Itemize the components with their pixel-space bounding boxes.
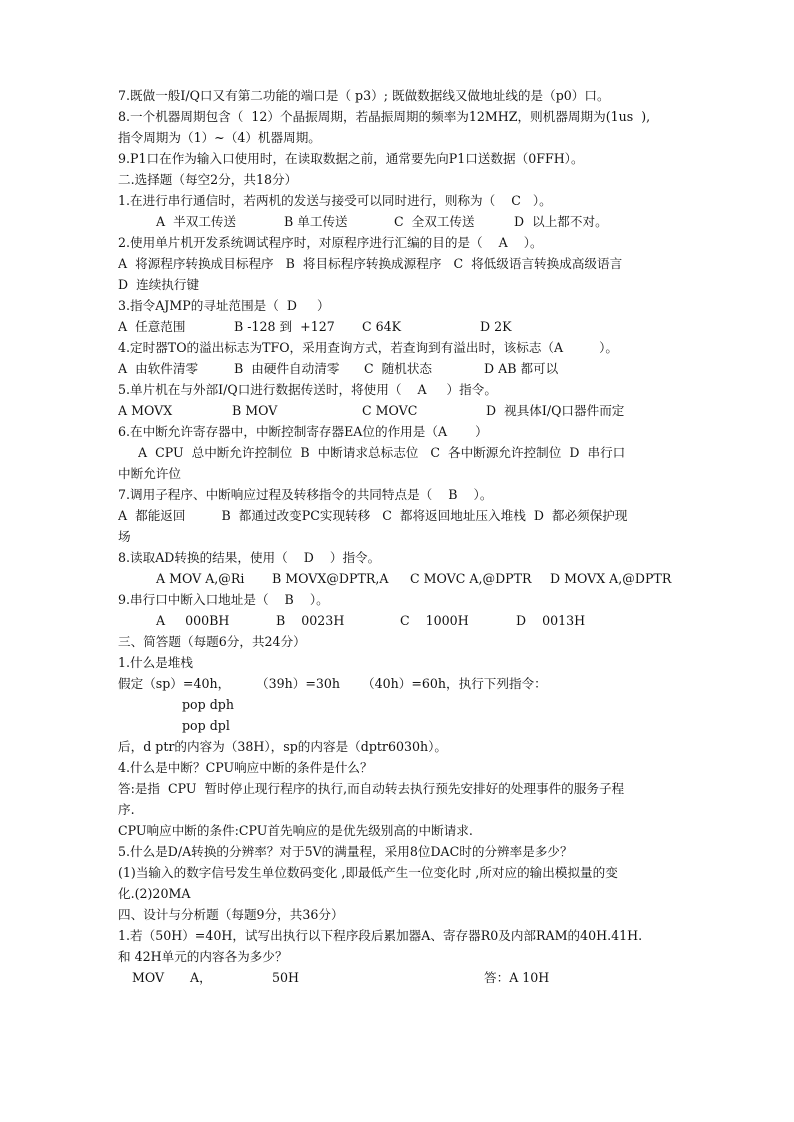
choice-q8-options (138, 568, 680, 589)
design-q1-line1: 1.若（50H）=40H，试写出执行以下程序段后累加器A、寄存器R0及内部RAM的40H.41H. (118, 928, 643, 943)
choice-option: B 由硬件自动清零 (234, 361, 340, 376)
short-q4-answer-line3: CPU响应中断的条件:CPU首先响应的是优先级别高的中断请求. (118, 823, 473, 838)
choice-option: D 视具体I/Q口器件而定 (486, 403, 625, 418)
choice-q6-line3: 中断允许位 (118, 466, 181, 481)
design-q1-line2: 和 42H单元的内容各为多少？ (118, 949, 288, 964)
choice-option: C 随机状态 (364, 361, 433, 376)
choice-option: A 半双工传送 (156, 214, 237, 229)
choice-q7-line3: 场 (118, 529, 131, 544)
choice-q9-stem: 9.串行口中断入口地址是（ B ）。 (118, 592, 329, 607)
choice-option: A MOVX (118, 403, 173, 418)
choice-q7-line2: A 都能返回 B 都通过改变PC实现转移 C 都将返回地址压入堆栈 D 都必须保护现 (118, 508, 628, 523)
fill-blank-q8-line1: 8.一个机器周期包含（ 12）个晶振周期，若晶振周期的频率为12MHZ，则机器周期为(1us ), (118, 109, 651, 124)
short-q1-result: 后，d ptr的内容为（38H），sp的内容是（dptr6030h）。 (118, 739, 448, 754)
choice-option: B 单工传送 (284, 214, 348, 229)
given-condition: 假定（sp）=40h， (118, 676, 231, 691)
section2-heading: 二.选择题（每空2分，共18分） (118, 172, 298, 187)
choice-q2-line2: A 将源程序转换成目标程序 B 将目标程序转换成源程序 C 将低级语言转换成高级语言 (118, 256, 623, 271)
choice-option: D 以上都不对。 (514, 214, 608, 229)
choice-option: A 000BH (156, 613, 230, 628)
choice-option: A 任意范围 (118, 319, 186, 334)
choice-q1-options (138, 211, 680, 232)
choice-q2-line3: D 连续执行键 (118, 277, 200, 292)
choice-q7-stem: 7.调用子程序、中断响应过程及转移指令的共同特点是（ B ）。 (118, 487, 493, 502)
choice-q3-options (118, 316, 680, 337)
code-line: pop dpl (182, 718, 230, 733)
choice-option: A MOV A,@Ri (156, 571, 245, 586)
section3-heading: 三、简答题（每题6分，共24分） (118, 634, 306, 649)
fill-blank-q9: 9.P1口在作为输入口使用时，在读取数据之前，通常要先向P1口送数据（0FFH）。 (118, 151, 584, 166)
short-q5-answer-line1: (1)当输入的数字信号发生单位数码变化 ,即最低产生一位变化时 ,所对应的输出模拟量的变 (118, 865, 618, 880)
choice-option: C 64K (362, 319, 402, 334)
given-condition: （39h）=30h (256, 676, 341, 691)
choice-q4-stem: 4.定时器TO的溢出标志为TFO，采用查询方式，若查询到有溢出时，该标志（A ）。 (118, 340, 619, 355)
choice-option: C 全双工传送 (394, 214, 475, 229)
given-condition: （40h）=60h，执行下列指令： (362, 676, 547, 691)
short-q1-given (118, 673, 680, 694)
code-operand: 50H (272, 970, 300, 985)
section4-heading: 四、设计与分析题（每题9分，共36分） (118, 907, 344, 922)
choice-option: B MOV (232, 403, 278, 418)
choice-option: D 2K (480, 319, 512, 334)
design-q1-answer: 答：A 10H (484, 970, 550, 985)
short-q5-title: 5.什么是D/A转换的分辨率？对于5V的满量程，采用8位DAC时的分辨率是多少？ (118, 844, 573, 859)
choice-option: B 0023H (276, 613, 345, 628)
short-q5-answer-line2: 化.(2)20MA (118, 886, 191, 901)
short-q4-title: 4.什么是中断？CPU响应中断的条件是什么？ (118, 760, 373, 775)
choice-q9-options (138, 610, 680, 631)
choice-option: D AB 都可以 (484, 361, 559, 376)
fill-blank-q7: 7.既做一般I/Q口又有第二功能的端口是（ p3）; 既做数据线又做地址线的是（p0）口。 (118, 88, 610, 103)
choice-q1-stem: 1.在进行串行通信时，若两机的发送与接受可以同时进行，则称为（ C ）。 (118, 193, 552, 208)
short-q4-answer-line2: 序. (118, 802, 135, 817)
choice-option: C MOVC (362, 403, 418, 418)
choice-option: D MOVX A,@DPTR (550, 571, 672, 586)
choice-q2-stem: 2.使用单片机开发系统调试程序时，对原程序进行汇编的目的是（ A ）。 (118, 235, 543, 250)
choice-option: C 1000H (400, 613, 469, 628)
design-code-row (118, 967, 680, 988)
fill-blank-q8-line2: 指令周期为（1）~（4）机器周期。 (118, 130, 321, 145)
choice-q3-stem: 3.指令AJMP的寻址范围是（ D ） (118, 298, 330, 313)
choice-q6-line2: A CPU 总中断允许控制位 B 中断请求总标志位 C 各中断源允许控制位 D 串行口 (138, 445, 626, 460)
choice-option: D 0013H (516, 613, 586, 628)
code-mnemonic: MOV (132, 970, 165, 985)
choice-q8-stem: 8.读取AD转换的结果，使用（ D ）指令。 (118, 550, 381, 565)
code-operand: A， (190, 970, 212, 985)
choice-option: A 由软件清零 (118, 361, 199, 376)
choice-q5-stem: 5.单片机在与外部I/Q口进行数据传送时，将使用（ A ）指令。 (118, 382, 497, 397)
choice-q6-stem: 6.在中断允许寄存器中，中断控制寄存器EA位的作用是（A ） (118, 424, 488, 439)
choice-q4-options (118, 358, 680, 379)
short-q4-answer-line1: 答:是指 CPU 暂时停止现行程序的执行,而自动转去执行预先安排好的处理事件的服务子程 (118, 781, 625, 796)
choice-option: B -128 到 +127 (234, 319, 335, 334)
code-line: pop dph (182, 697, 234, 712)
choice-option: B MOVX@DPTR,A (272, 571, 389, 586)
choice-q5-options (118, 400, 680, 421)
short-q1-title: 1.什么是堆栈 (118, 655, 193, 670)
choice-option: C MOVC A,@DPTR (410, 571, 532, 586)
